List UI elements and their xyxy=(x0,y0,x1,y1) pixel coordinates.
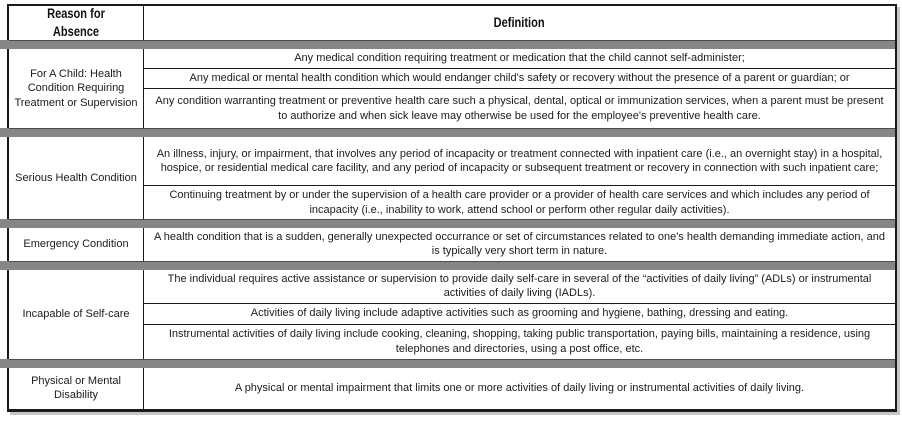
definitions-group xyxy=(144,368,895,409)
definition-cell: A health condition that is a sudden, generally unexpected occurrance or set of circumstances related to one's health demanding immediate action, and is typically very short term in nature. xyxy=(154,231,885,258)
absence-definitions-table xyxy=(7,4,897,412)
definitions-group xyxy=(144,137,895,219)
definition-cell: Any condition warranting treatment or preventive health care such a physical, dental, optical or immunization services, when a parent must be present to authorize and when sick leave may otherwise be used for the employee's preventive health care. xyxy=(155,95,884,122)
definition-cell: Any medical or mental health condition which would endanger child's safety or recovery without the presence of a parent or guardian; or xyxy=(144,69,895,89)
definition-cell: Instrumental activities of daily living include cooking, cleaning, shopping, taking public transportation, paying bills, maintaining a residence, using telephones and directories, using a post office, etc. xyxy=(168,328,871,355)
section-physical-or-mental-disability xyxy=(9,368,895,409)
reason-cell: Incapable of Self-care xyxy=(9,270,144,359)
reason-cell: Physical or Mental Disability xyxy=(9,368,144,409)
column-header-definition-label: Definition xyxy=(493,15,546,31)
definitions-group xyxy=(144,270,895,359)
section-emergency-condition xyxy=(9,228,895,261)
definition-cell: An illness, injury, or impairment, that involves any period of incapacity or treatment connected with inpatient care (i.e., an overnight stay) in a hospital, hospice, or residential medical care facility, and any period of incapacity or subsequent treatment or recovery in connection with such inpatient care; xyxy=(144,137,895,186)
separator-bar xyxy=(9,261,895,270)
table-header-row xyxy=(9,6,895,40)
reason-cell: Emergency Condition xyxy=(9,228,144,261)
definitions-group xyxy=(144,228,895,261)
definition-cell: Activities of daily living include adaptive activities such as grooming and hygiene, bathing, dressing and eating. xyxy=(144,304,895,325)
definition-cell: Any medical condition requiring treatment or medication that the child cannot self-administer; xyxy=(144,49,895,69)
definition-cell: A physical or mental impairment that limits one or more activities of daily living or instrumental activities of daily living. xyxy=(234,381,805,394)
separator-bar xyxy=(9,40,895,49)
separator-bar xyxy=(9,359,895,368)
column-header-definition xyxy=(144,6,895,40)
definition-cell: Continuing treatment by or under the supervision of a health care provider or a provider of health care services and which includes any period of incapacity (i.e., inability to work, attend school or perform other regular daily activities). xyxy=(169,189,870,216)
section-incapable-of-self-care xyxy=(9,270,895,359)
separator-bar xyxy=(9,219,895,228)
section-for-a-child xyxy=(9,49,895,128)
reason-cell: For A Child: Health Condition Requiring Treatment or Supervision xyxy=(9,49,144,128)
column-header-reason-label: Reason for Absence xyxy=(47,6,105,39)
column-header-reason-for-absence xyxy=(9,6,144,40)
definition-cell: The individual requires active assistance or supervision to provide daily self-care in several of the “activities of daily living” (ADLs) or instrumental activities of daily living (IADLs). xyxy=(144,270,895,304)
separator-bar xyxy=(9,128,895,137)
reason-cell: Serious Health Condition xyxy=(9,137,144,219)
section-serious-health-condition xyxy=(9,137,895,219)
definitions-group xyxy=(144,49,895,128)
